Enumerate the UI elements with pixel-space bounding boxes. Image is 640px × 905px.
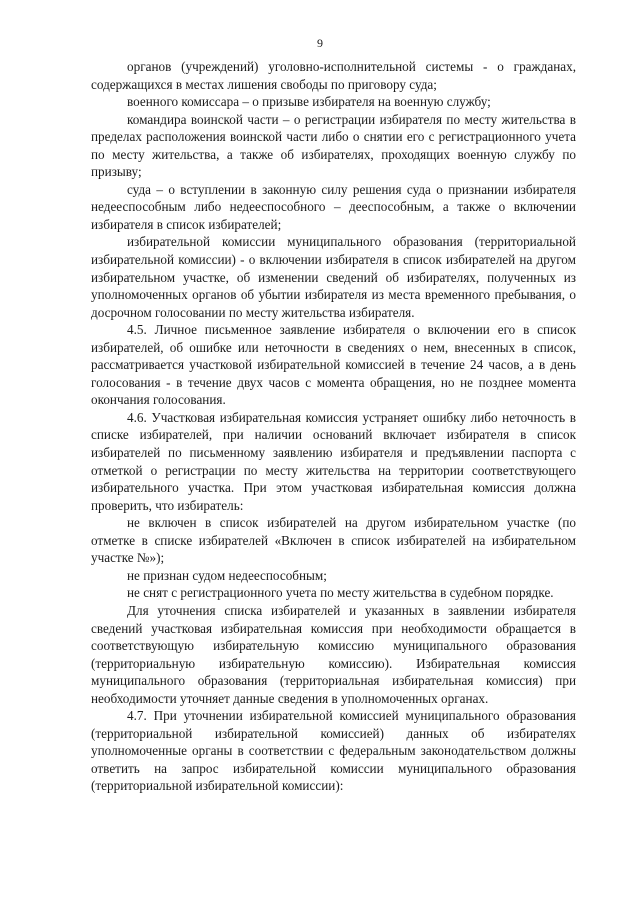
paragraph: 4.5. Личное письменное заявление избирателя о включении его в список избирателей, об ошибке или неточности в сведениях о нем, внесенных в список, рассматривается участковой избирательной комиссией в течение 24 часов, а в день голосования - в течение двух часов с момента обращения, но не позднее момента окончания голосования. — [91, 322, 576, 408]
paragraph: Для уточнения списка избирателей и указанных в заявлении избирателя сведений участковая избирательная комиссия при необходимости обращается в соответствующую избирательную комиссию муниципального образования (территориальную избирательную комиссию). Избирательная комиссия муниципального образования (территориальная избирательная комиссия) при необходимости уточняет данные сведения в уполномоченных органах. — [91, 602, 576, 706]
page-number: 9 — [317, 36, 323, 50]
paragraph: избирательной комиссии муниципального образования (территориальной избирательной комиссии) - о включении избирателя в список избирателей на другом избирательном участке, об изменении сведений об избирателях, полученных из уполномоченных органов об убытии избирателя из места временного пребывания, о досрочном голосовании по месту жительства избирателя. — [91, 234, 576, 320]
paragraph: не включен в список избирателей на другом избирательном участке (по отметке в списке избирателей «Включен в список избирателей на избирательном участке №»); — [91, 515, 576, 566]
paragraph: командира воинской части – о регистрации избирателя по месту жительства в пределах расположения воинской части либо о снятии его с регистрационного учета по месту жительства, а также об избирателях, проходящих военную службу по призыву; — [91, 111, 576, 180]
paragraph: органов (учреждений) уголовно-исполнительной системы - о гражданах, содержащихся в местах лишения свободы по приговору суда; — [91, 59, 576, 92]
document-body — [91, 58, 576, 795]
paragraph: военного комиссара – о призыве избирателя на военную службу; — [127, 94, 491, 110]
paragraph: 4.7. При уточнении избирательной комиссией муниципального образования (территориальной избирательной комиссией) данных об избирателях уполномоченные органы в соответствии с федеральным законодательством должны ответить на запрос избирательной комиссии муниципального образования (территориальной избирательной комиссии): — [91, 708, 576, 794]
paragraph: не снят с регистрационного учета по месту жительства в судебном порядке. — [127, 585, 554, 601]
paragraph: суда – о вступлении в законную силу решения суда о признании избирателя недееспособным либо недееспособного – дееспособным, а также о включении избирателя в список избирателей; — [91, 181, 576, 232]
paragraph: не признан судом недееспособным; — [127, 567, 327, 583]
paragraph: 4.6. Участковая избирательная комиссия устраняет ошибку либо неточность в списке избирателей, при наличии оснований включает избирателя в список избирателей по письменному заявлению избирателя и предъявлении паспорта с отметкой о регистрации по месту жительства на территории соответствующего избирательного участка. При этом участковая избирательная комиссия должна проверить, что избиратель: — [91, 409, 576, 513]
